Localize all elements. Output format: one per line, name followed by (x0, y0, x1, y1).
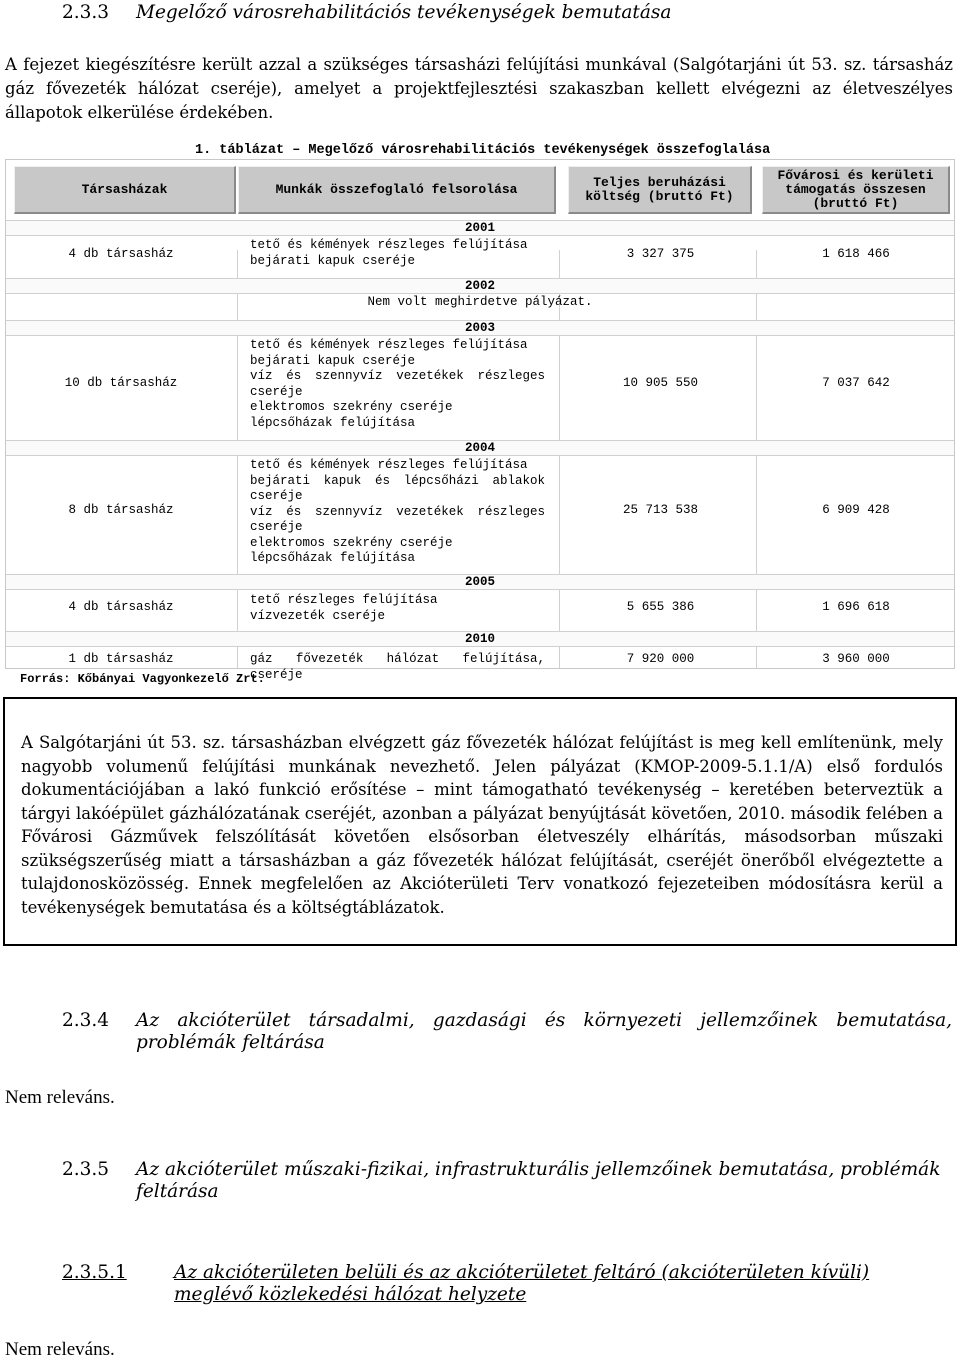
section-body: Nem releváns. (5, 1339, 115, 1360)
year-row: 2005 (6, 574, 954, 590)
framed-note-text: A Salgótarjáni út 53. sz. társasházban elvégzett gáz fővezeték hálózat felújítást is meg kell említenünk, mely nagyobb volumenű felújítási munkának nevezhető. Jelen pályázat (KMOP-2009-5.1.1/A) első fordulós dokumentációjában a lakó funkció erősítése – mint támogatható tevékenység – keretében beterveztük a tárgyi lakóépület gázhálózatának cseréjét, azonban a pályázat benyújtását követően, 2010. második felében a Fővárosi Gázművek felszólítását követően elsősorban életveszély elhárítás, másodsorban műszaki szükségszerűség miatt a társasházban a gáz fővezeték hálózat felújítását, cseréjét önerőből elvégeztette a tulajdonosközösség. Ennek megfelelően az Akcióterületi Terv vonatkozó fejezeteiben módosításra kerül a tevékenységek bemutatása és a költségtáblázatok. (21, 733, 943, 917)
works-cell (250, 593, 545, 624)
year-row: 2010 (6, 631, 954, 647)
table-row (6, 238, 954, 272)
houses-cell: 8 db társasház (68, 503, 174, 517)
houses-cell: 1 db társasház (68, 652, 174, 666)
section-title: Az akcióterület társadalmi, gazdasági és környezeti jellemzőinek bemutatása, problémák feltárása (136, 1010, 952, 1053)
section-heading-2-3-5-1 (62, 1262, 952, 1310)
work-item: vízvezeték cseréje (250, 608, 386, 623)
year-row: 2003 (6, 320, 954, 336)
note-cell: Nem volt meghirdetve pályázat. (367, 295, 593, 309)
section-heading-2-3-4 (62, 1010, 952, 1058)
section-title: Az akcióterületen belüli és az akcióterületet feltáró (akcióterületen kívüli) meglévő közlekedési hálózat helyzete (174, 1262, 870, 1305)
table-header-cost: Teljes beruházási költség (bruttó Ft) (568, 166, 752, 214)
section-body: Nem releváns. (5, 1087, 115, 1108)
work-item: bejárati kapuk cseréje (250, 253, 416, 268)
houses-cell: 4 db társasház (68, 247, 174, 261)
section-heading-2-3-5 (62, 1159, 952, 1207)
work-item: víz és szennyvíz vezetékek részleges cseréje (250, 504, 545, 534)
framed-note-box (3, 697, 957, 946)
support-cell: 3 960 000 (822, 652, 890, 666)
work-item: lépcsőházak felújítása (250, 415, 416, 430)
cost-cell: 7 920 000 (626, 652, 695, 666)
year-row: 2001 (6, 220, 954, 236)
work-item: tető és kémények részleges felújítása (250, 458, 528, 472)
work-item: víz és szennyvíz vezetékek részleges cseréje (250, 369, 545, 399)
table-source: Forrás: Kőbányai Vagyonkezelő Zrt. (20, 672, 265, 686)
works-cell (250, 238, 545, 269)
section-number: 2.3.5.1 (62, 1262, 127, 1283)
work-item: bejárati kapuk és lépcsőházi ablakok cseréje (250, 473, 545, 503)
section-number: 2.3.4 (62, 1010, 110, 1031)
year-row: 2004 (6, 440, 954, 456)
table-row (6, 295, 954, 315)
section-title: Megelőző városrehabilitációs tevékenységek bemutatása (136, 2, 672, 23)
section-heading-2-3-3 (62, 2, 952, 26)
works-cell (250, 652, 545, 683)
work-item: tető és kémények részleges felújítása (250, 238, 528, 252)
table-row (6, 593, 954, 627)
year-row: 2002 (6, 278, 954, 294)
table-header-support: Fővárosi és kerületi támogatás összesen (bruttó Ft) (762, 166, 950, 214)
table-row (6, 338, 954, 433)
work-item: lépcsőházak felújítása (250, 551, 416, 565)
support-cell: 1 618 466 (822, 247, 890, 261)
section-number: 2.3.5 (62, 1159, 110, 1180)
work-item: bejárati kapuk cseréje (250, 353, 416, 368)
section-number: 2.3.3 (62, 2, 110, 23)
cost-cell: 5 655 386 (626, 600, 695, 614)
work-item: tető és kémények részleges felújítása (250, 338, 528, 352)
work-item: elektromos szekrény cseréje (250, 535, 453, 550)
summary-table (5, 143, 955, 688)
support-cell: 6 909 428 (822, 503, 890, 517)
houses-cell: 10 db társasház (64, 376, 178, 390)
intro-paragraph: A fejezet kiegészítésre került azzal a szükséges társasházi felújítási munkával (Salgótarjáni út 53. sz. társasház gáz fővezeték hálózat cseréje), amelyet a projektfejlesztési szakaszban kellett elvégezni az életveszélyes állapotok elkerülése érdekében. (5, 55, 953, 122)
cost-cell: 10 905 550 (622, 376, 698, 390)
table-title: 1. táblázat – Megelőző városrehabilitációs tevékenységek összefoglalása (195, 143, 771, 158)
works-cell (250, 338, 545, 431)
table-header-houses: Társasházak (14, 166, 236, 214)
work-item: elektromos szekrény cseréje (250, 400, 453, 414)
houses-cell: 4 db társasház (68, 600, 174, 614)
table-row (6, 458, 954, 570)
section-title: Az akcióterület műszaki-fizikai, infrastrukturális jellemzőinek bemutatása, problémák feltárása (136, 1159, 941, 1202)
work-item: tető részleges felújítása (250, 593, 438, 607)
table-header-works: Munkák összefoglaló felsorolása (238, 166, 556, 214)
works-cell (250, 458, 545, 567)
cost-cell: 3 327 375 (626, 247, 695, 261)
cost-cell: 25 713 538 (622, 503, 698, 517)
support-cell: 1 696 618 (822, 600, 890, 614)
work-item: gáz fővezeték hálózat felújítása, cseréje (250, 652, 545, 682)
support-cell: 7 037 642 (822, 376, 890, 390)
